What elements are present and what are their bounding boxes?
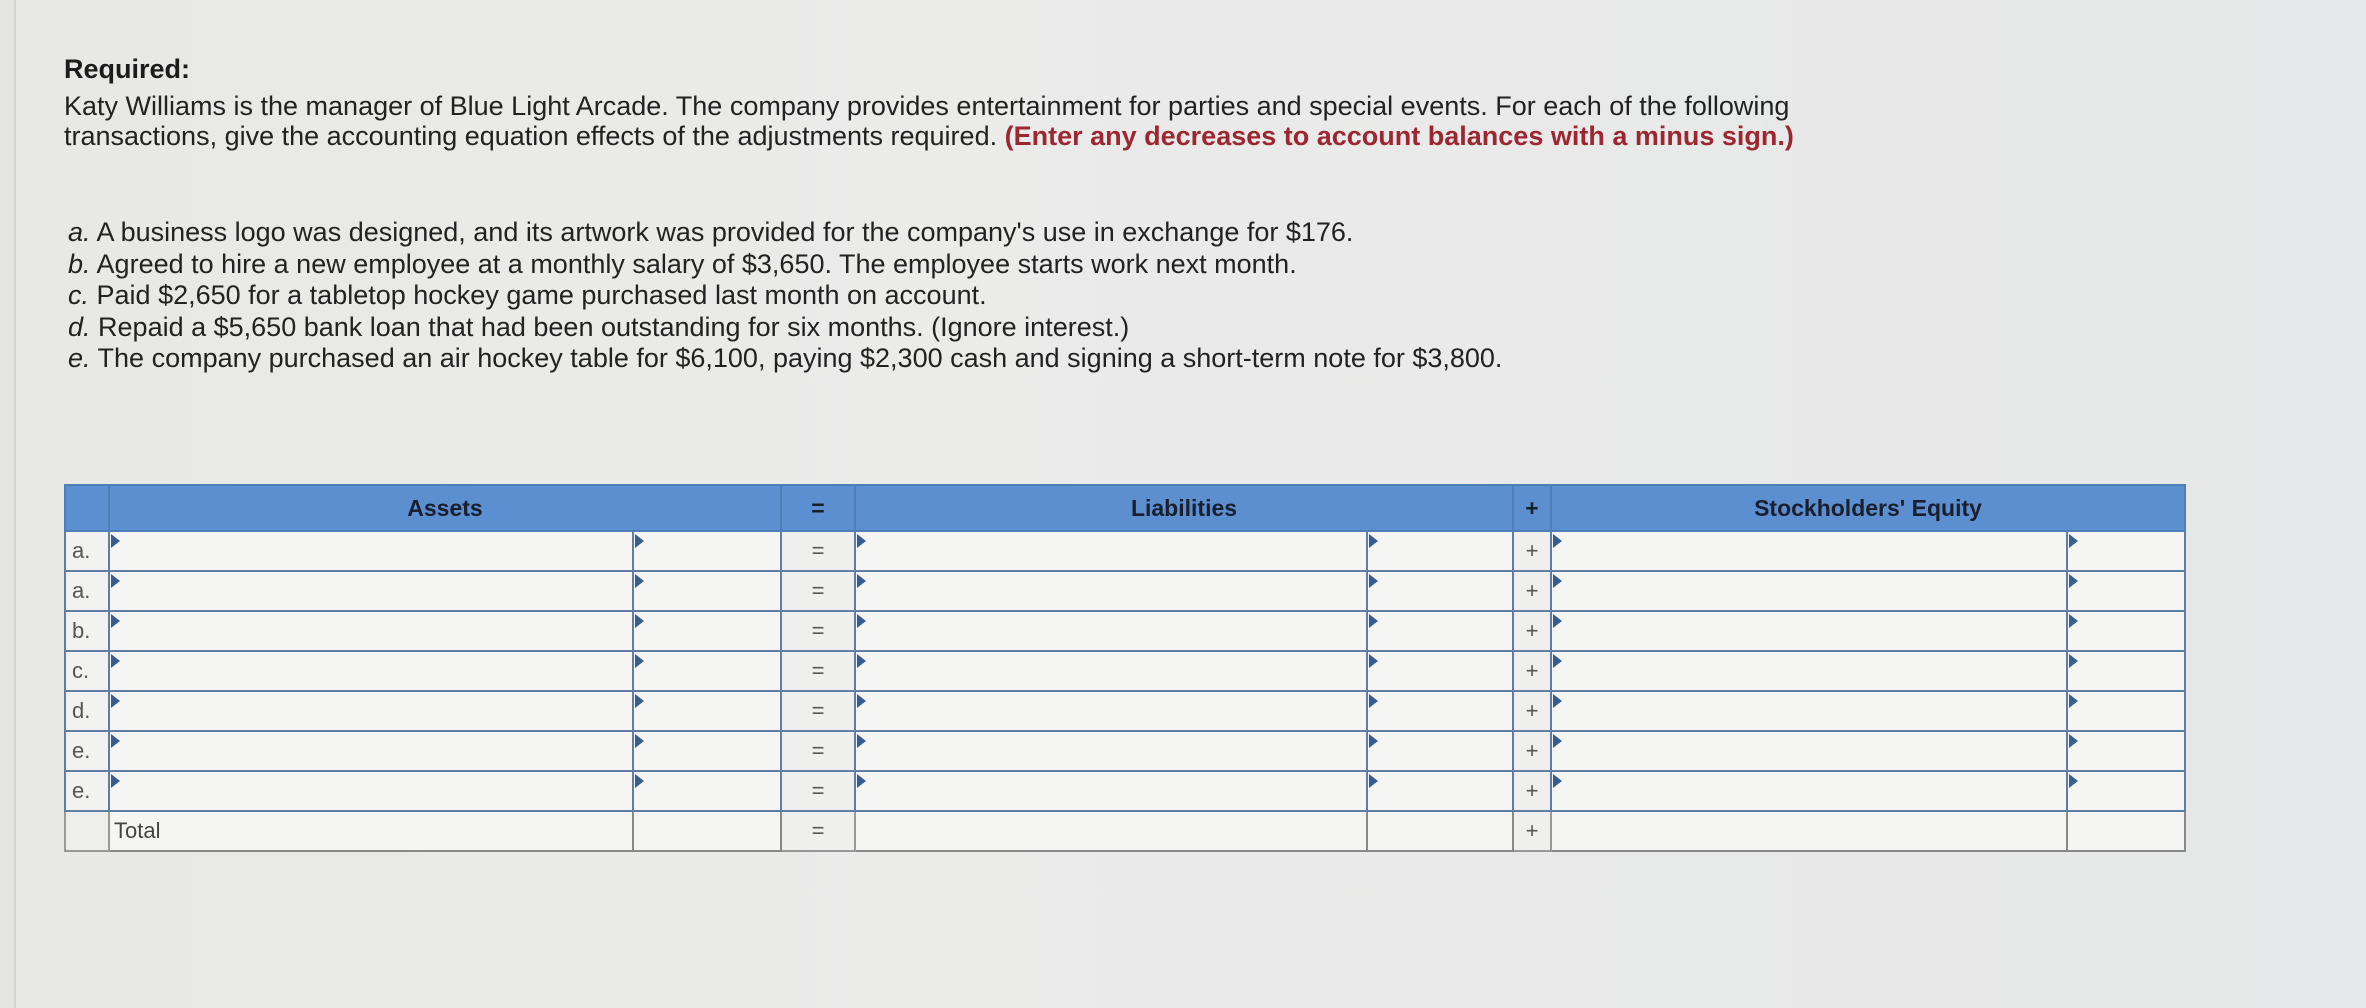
plus-sign: + — [1513, 651, 1551, 691]
dropdown-marker-icon[interactable] — [1553, 534, 1562, 548]
total-label: Total — [114, 818, 161, 843]
assets-amount-input[interactable] — [633, 731, 781, 771]
transaction-d — [68, 312, 2314, 344]
total-label-cell — [109, 811, 633, 851]
dropdown-marker-icon[interactable] — [2069, 774, 2078, 788]
dropdown-marker-icon[interactable] — [635, 654, 644, 668]
assets-amount-input[interactable] — [633, 571, 781, 611]
equity-total-label-cell[interactable] — [1551, 811, 2067, 851]
dropdown-marker-icon[interactable] — [1553, 614, 1562, 628]
dropdown-marker-icon[interactable] — [2069, 614, 2078, 628]
table-row — [65, 691, 2185, 731]
transaction-a — [68, 217, 2314, 249]
dropdown-marker-icon[interactable] — [1369, 614, 1378, 628]
plus-sign: + — [1513, 531, 1551, 571]
dropdown-marker-icon[interactable] — [857, 734, 866, 748]
dropdown-marker-icon[interactable] — [635, 694, 644, 708]
dropdown-marker-icon[interactable] — [1369, 774, 1378, 788]
dropdown-marker-icon[interactable] — [635, 574, 644, 588]
equals-header: = — [781, 485, 855, 531]
dropdown-marker-icon[interactable] — [1553, 654, 1562, 668]
assets-account-select[interactable] — [109, 531, 633, 571]
liabilities-amount-input[interactable] — [1367, 731, 1513, 771]
liabilities-amount-input[interactable] — [1367, 611, 1513, 651]
liabilities-amount-input[interactable] — [1367, 531, 1513, 571]
liabilities-amount-input[interactable] — [1367, 691, 1513, 731]
dropdown-marker-icon[interactable] — [857, 694, 866, 708]
dropdown-marker-icon[interactable] — [857, 614, 866, 628]
dropdown-marker-icon[interactable] — [111, 654, 120, 668]
assets-account-select[interactable] — [109, 611, 633, 651]
equals-sign: = — [781, 611, 855, 651]
total-row-label-cell — [65, 811, 109, 851]
transaction-text: Paid $2,650 for a tabletop hockey game purchased last month on account. — [96, 280, 987, 310]
transaction-list — [64, 217, 2314, 375]
plus-sign: + — [1513, 731, 1551, 771]
equals-sign: = — [781, 691, 855, 731]
assets-account-select[interactable] — [109, 731, 633, 771]
table-row — [65, 531, 2185, 571]
table-row — [65, 651, 2185, 691]
liabilities-total-label-cell[interactable] — [855, 811, 1367, 851]
dropdown-marker-icon[interactable] — [857, 574, 866, 588]
liabilities-total-amount[interactable] — [1367, 811, 1513, 851]
liabilities-amount-input[interactable] — [1367, 571, 1513, 611]
intro-text: Katy Williams is the manager of Blue Light Arcade. The company provides entertainment for parties and special events. For each of the following transactions, give the accounting equation effects of the adjustments required. — [64, 91, 1790, 151]
equals-sign: = — [781, 811, 855, 851]
transaction-letter: d. — [68, 311, 91, 342]
dropdown-marker-icon[interactable] — [2069, 734, 2078, 748]
row-label-header — [65, 485, 109, 531]
row-label: c. — [65, 651, 109, 691]
assets-amount-input[interactable] — [633, 771, 781, 811]
dropdown-marker-icon[interactable] — [1553, 734, 1562, 748]
transaction-text: The company purchased an air hockey table for $6,100, paying $2,300 cash and signing a short-term note for $3,800. — [97, 343, 1503, 373]
equals-sign: = — [781, 571, 855, 611]
equity-account-select[interactable] — [1551, 771, 2067, 811]
equity-account-select[interactable] — [1551, 571, 2067, 611]
plus-sign: + — [1513, 571, 1551, 611]
dropdown-marker-icon[interactable] — [111, 734, 120, 748]
dropdown-marker-icon[interactable] — [111, 534, 120, 548]
accounting-equation-table — [64, 484, 2186, 852]
intro-emphasis: (Enter any decreases to account balances with a minus sign.) — [1004, 121, 1794, 151]
dropdown-marker-icon[interactable] — [635, 614, 644, 628]
dropdown-marker-icon[interactable] — [857, 774, 866, 788]
dropdown-marker-icon[interactable] — [857, 654, 866, 668]
dropdown-marker-icon[interactable] — [2069, 534, 2078, 548]
transaction-letter: a. — [68, 217, 91, 247]
equity-account-select[interactable] — [1551, 531, 2067, 571]
dropdown-marker-icon[interactable] — [2069, 694, 2078, 708]
dropdown-marker-icon[interactable] — [635, 734, 644, 748]
dropdown-marker-icon[interactable] — [1369, 734, 1378, 748]
assets-account-select[interactable] — [109, 571, 633, 611]
row-label: e. — [65, 771, 109, 811]
equity-total-amount[interactable] — [2067, 811, 2185, 851]
liabilities-account-select[interactable] — [855, 611, 1367, 651]
dropdown-marker-icon[interactable] — [1553, 774, 1562, 788]
equity-header: Stockholders' Equity — [1551, 485, 2185, 531]
assets-account-select[interactable] — [109, 651, 633, 691]
dropdown-marker-icon[interactable] — [1553, 694, 1562, 708]
assets-header: Assets — [109, 485, 781, 531]
dropdown-marker-icon[interactable] — [111, 614, 120, 628]
assets-amount-input[interactable] — [633, 691, 781, 731]
assets-account-select[interactable] — [109, 771, 633, 811]
liabilities-account-select[interactable] — [855, 651, 1367, 691]
assets-account-select[interactable] — [109, 691, 633, 731]
row-label: e. — [65, 731, 109, 771]
required-label: Required: — [64, 54, 191, 84]
equity-account-select[interactable] — [1551, 691, 2067, 731]
equity-amount-input[interactable] — [2067, 771, 2185, 811]
equals-sign: = — [781, 731, 855, 771]
table-row — [65, 611, 2185, 651]
equals-sign: = — [781, 531, 855, 571]
assets-amount-input[interactable] — [633, 531, 781, 571]
equity-amount-input[interactable] — [2067, 611, 2185, 651]
dropdown-marker-icon[interactable] — [111, 694, 120, 708]
equity-amount-input[interactable] — [2067, 531, 2185, 571]
table-row — [65, 771, 2185, 811]
transaction-b — [68, 249, 2314, 281]
row-label: d. — [65, 691, 109, 731]
dropdown-marker-icon[interactable] — [1369, 574, 1378, 588]
table-row — [65, 571, 2185, 611]
transaction-text: Repaid a $5,650 bank loan that had been outstanding for six months. (Ignore interest.) — [98, 311, 1130, 342]
liabilities-account-select[interactable] — [855, 691, 1367, 731]
row-label: b. — [65, 611, 109, 651]
total-row — [65, 811, 2185, 851]
assets-total-amount[interactable] — [633, 811, 781, 851]
dropdown-marker-icon[interactable] — [857, 534, 866, 548]
dropdown-marker-icon[interactable] — [1369, 534, 1378, 548]
plus-sign: + — [1513, 771, 1551, 811]
dropdown-marker-icon[interactable] — [1553, 574, 1562, 588]
equals-sign: = — [781, 771, 855, 811]
equals-sign: = — [781, 651, 855, 691]
transaction-text: Agreed to hire a new employee at a monthly salary of $3,650. The employee starts work next month. — [96, 248, 1297, 279]
plus-sign: + — [1513, 611, 1551, 651]
row-label: a. — [65, 571, 109, 611]
question-content — [64, 54, 2314, 375]
equity-amount-input[interactable] — [2067, 691, 2185, 731]
dropdown-marker-icon[interactable] — [1369, 694, 1378, 708]
row-label: a. — [65, 531, 109, 571]
equity-account-select[interactable] — [1551, 731, 2067, 771]
transaction-text: A business logo was designed, and its artwork was provided for the company's use in exchange for $176. — [96, 217, 1354, 247]
equity-amount-input[interactable] — [2067, 651, 2185, 691]
transaction-letter: b. — [68, 248, 91, 279]
equity-account-select[interactable] — [1551, 651, 2067, 691]
equity-account-select[interactable] — [1551, 611, 2067, 651]
dropdown-marker-icon[interactable] — [1369, 654, 1378, 668]
dropdown-marker-icon[interactable] — [111, 774, 120, 788]
liabilities-amount-input[interactable] — [1367, 651, 1513, 691]
dropdown-marker-icon[interactable] — [635, 774, 644, 788]
liabilities-header: Liabilities — [855, 485, 1513, 531]
equity-amount-input[interactable] — [2067, 731, 2185, 771]
window-edge — [0, 0, 16, 1008]
equity-amount-input[interactable] — [2067, 571, 2185, 611]
plus-header: + — [1513, 485, 1551, 531]
liabilities-account-select[interactable] — [855, 531, 1367, 571]
liabilities-account-select[interactable] — [855, 731, 1367, 771]
question-intro — [64, 91, 1814, 151]
transaction-c — [68, 280, 2314, 312]
transaction-letter: e. — [68, 343, 91, 373]
dropdown-marker-icon[interactable] — [2069, 654, 2078, 668]
plus-sign: + — [1513, 691, 1551, 731]
dropdown-marker-icon[interactable] — [2069, 574, 2078, 588]
table-row — [65, 731, 2185, 771]
liabilities-amount-input[interactable] — [1367, 771, 1513, 811]
dropdown-marker-icon[interactable] — [111, 574, 120, 588]
assets-amount-input[interactable] — [633, 611, 781, 651]
dropdown-marker-icon[interactable] — [635, 534, 644, 548]
liabilities-account-select[interactable] — [855, 771, 1367, 811]
assets-amount-input[interactable] — [633, 651, 781, 691]
transaction-letter: c. — [68, 280, 90, 310]
liabilities-account-select[interactable] — [855, 571, 1367, 611]
transaction-e — [68, 343, 2314, 375]
table-header-row — [65, 485, 2185, 531]
plus-sign: + — [1513, 811, 1551, 851]
